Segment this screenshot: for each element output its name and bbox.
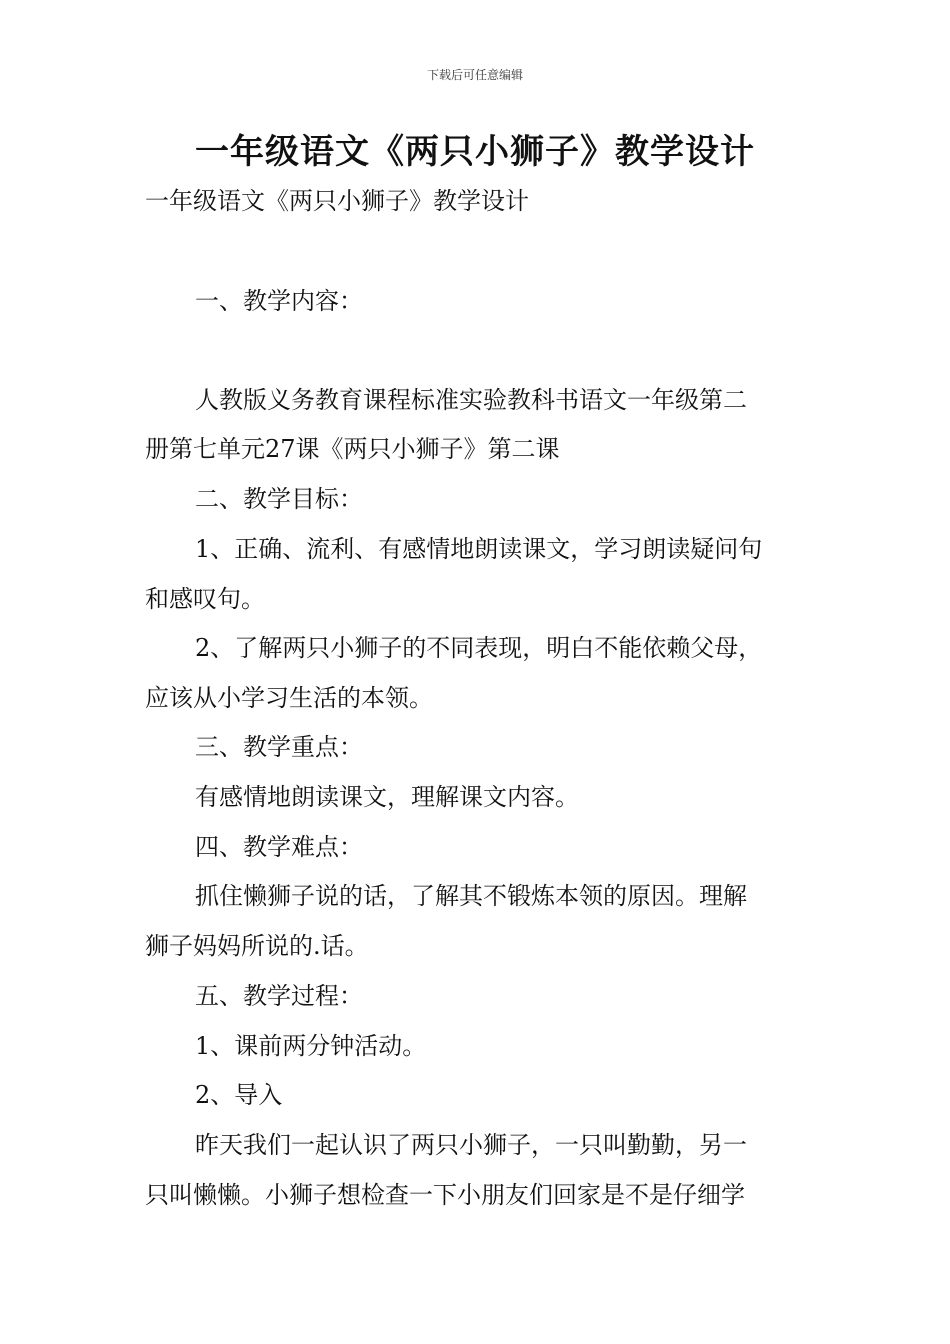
document-title: 一年级语文《两只小狮子》教学设计 (195, 132, 755, 172)
paragraph-line: 只叫懒懒。小狮子想检查一下小朋友们回家是不是仔细学 (145, 1181, 745, 1209)
paragraph-line: 2、了解两只小狮子的不同表现，明白不能依赖父母， (195, 634, 763, 662)
paragraph-line: 抓住懒狮子说的话，了解其不锻炼本领的原因。理解 (195, 882, 747, 910)
paragraph-line: 狮子妈妈所说的.话。 (145, 932, 369, 960)
paragraph-line: 2、导入 (195, 1081, 283, 1109)
paragraph-line: 册第七单元27课《两只小狮子》第二课 (145, 435, 560, 463)
header-note: 下载后可任意编辑 (426, 68, 523, 82)
paragraph-line: 和感叹句。 (145, 585, 265, 613)
subtitle-line: 一年级语文《两只小狮子》教学设计 (145, 187, 529, 215)
paragraph-line: 人教版义务教育课程标准实验教科书语文一年级第二 (195, 386, 747, 414)
paragraph-line: 应该从小学习生活的本领。 (145, 684, 433, 712)
paragraph-line: 1、课前两分钟活动。 (195, 1032, 427, 1060)
paragraph-line: 有感情地朗读课文，理解课文内容。 (195, 783, 579, 811)
section-heading-goals: 二、教学目标： (195, 485, 363, 513)
section-heading-difficulty: 四、教学难点： (195, 833, 363, 861)
section-heading-content: 一、教学内容： (195, 287, 363, 315)
paragraph-line: 1、正确、流利、有感情地朗读课文，学习朗读疑问句 (195, 535, 763, 563)
paragraph-line: 昨天我们一起认识了两只小狮子，一只叫勤勤，另一 (195, 1131, 747, 1159)
section-heading-focus: 三、教学重点： (195, 733, 363, 761)
section-heading-process: 五、教学过程： (195, 982, 363, 1010)
